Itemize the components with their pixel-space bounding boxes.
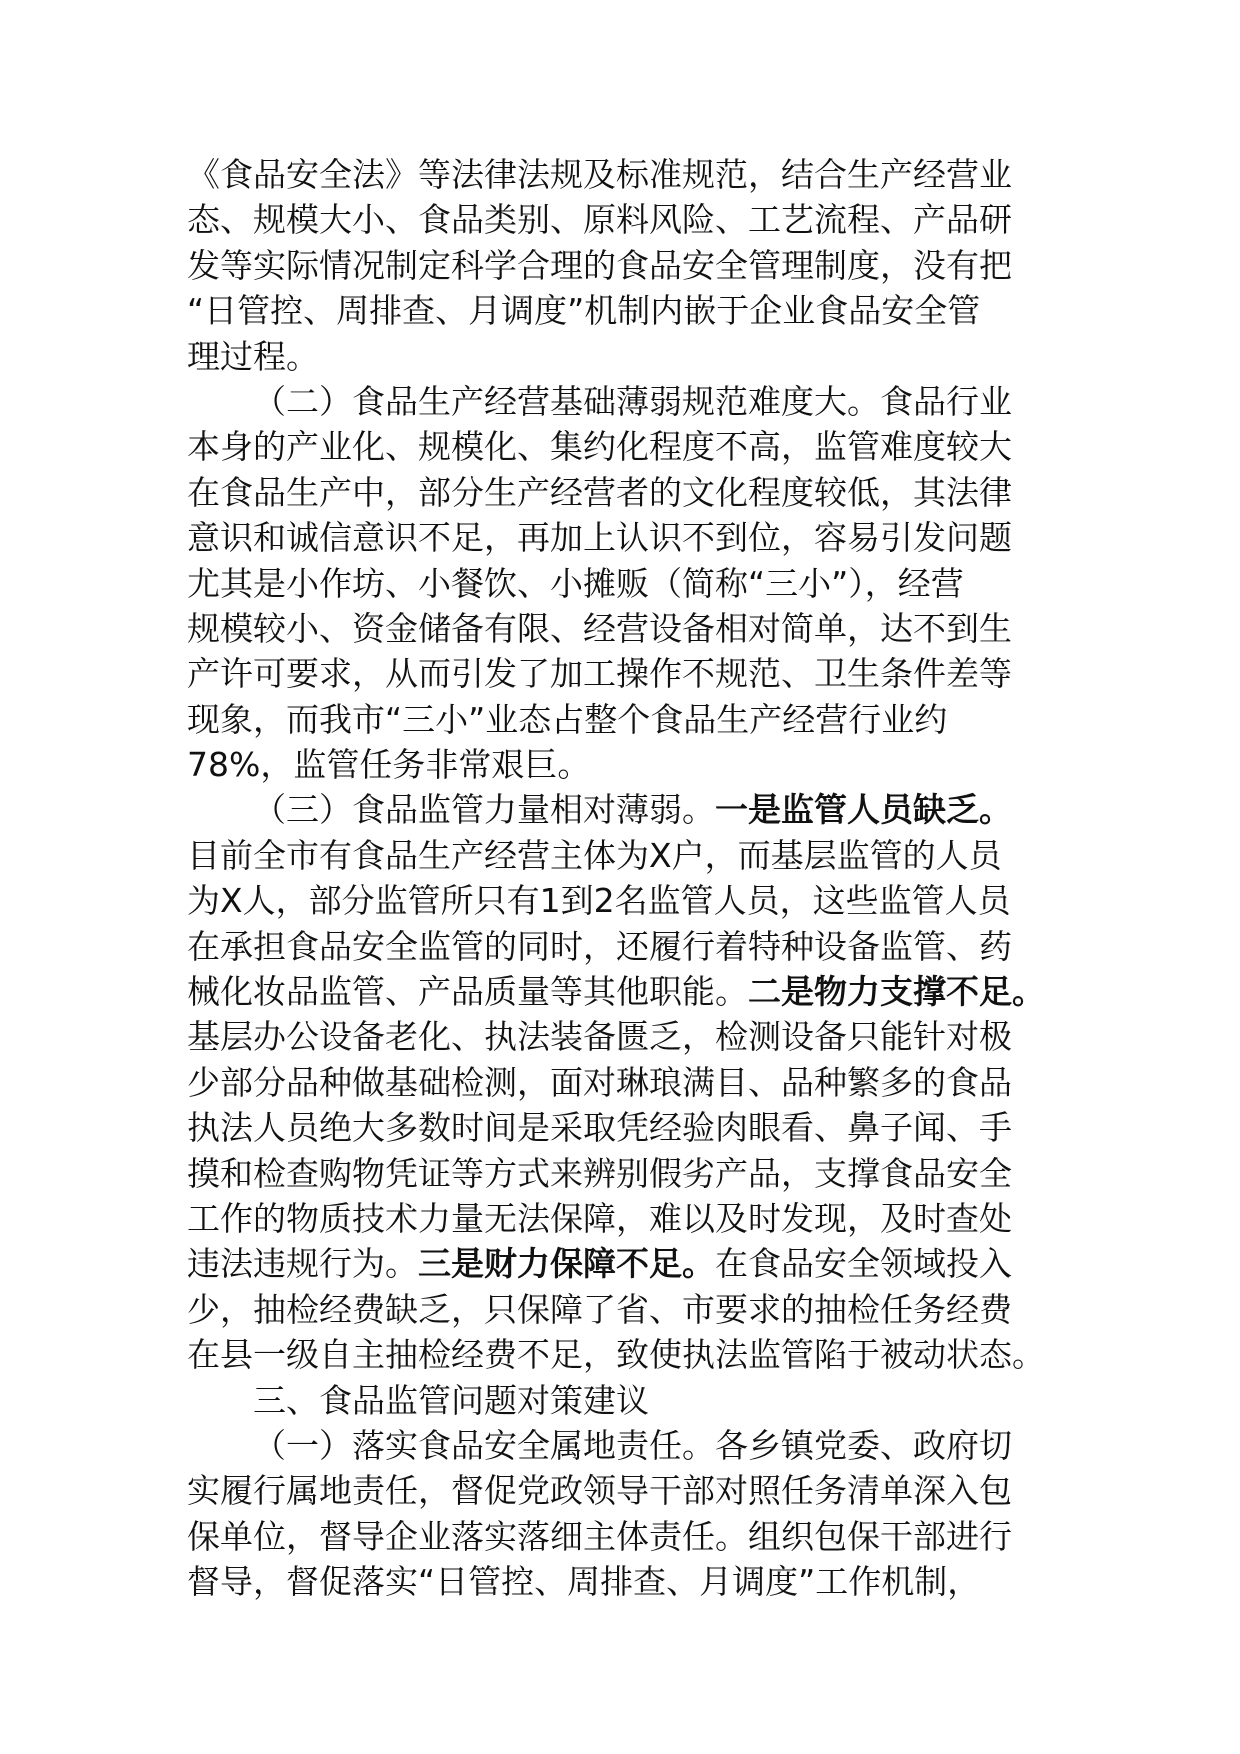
text-line	[187, 1378, 1057, 1423]
text-line	[187, 197, 1057, 242]
text-line	[187, 742, 1057, 787]
text-line	[187, 787, 1057, 832]
text-segment: 摸和检查购物凭证等方式来辨别假劣产品，支撑食品安全	[187, 1153, 1012, 1193]
text-line	[187, 1559, 1057, 1604]
text-line	[187, 1423, 1057, 1468]
text-line	[187, 1241, 1057, 1286]
text-segment: 在食品生产中，部分生产经营者的文化程度较低，其法律	[187, 472, 1012, 512]
text-segment: 在食品安全领域投入	[715, 1244, 1012, 1284]
text-line	[187, 1332, 1057, 1377]
text-line	[187, 334, 1057, 379]
document-body	[187, 152, 1057, 1605]
text-line	[187, 561, 1057, 606]
text-segment: 态、规模大小、食品类别、原料风险、工艺流程、产品研	[187, 200, 1012, 240]
bold-text-segment: 一是监管人员缺乏。	[715, 790, 1012, 830]
text-segment: 意识和诚信意识不足，再加上认识不到位，容易引发问题	[187, 518, 1012, 558]
text-line	[187, 1105, 1057, 1150]
text-line	[187, 379, 1057, 424]
text-segment: 工作的物质技术力量无法保障，难以及时发现，及时查处	[187, 1198, 1012, 1238]
text-segment: 尤其是小作坊、小餐饮、小摊贩（简称“三小”），经营	[187, 563, 964, 603]
text-segment: 发等实际情况制定科学合理的食品安全管理制度，没有把	[187, 245, 1012, 285]
text-line	[187, 288, 1057, 333]
text-segment: 督导，督促落实“日管控、周排查、月调度”工作机制，	[187, 1562, 981, 1602]
text-line	[187, 697, 1057, 742]
text-segment: 78%，监管任务非常艰巨。	[187, 745, 591, 785]
text-line	[187, 1196, 1057, 1241]
text-line	[187, 1060, 1057, 1105]
text-line	[187, 1151, 1057, 1196]
text-line	[187, 152, 1057, 197]
text-line	[187, 1287, 1057, 1332]
text-segment: 执法人员绝大多数时间是采取凭经验肉眼看、鼻子闻、手	[187, 1108, 1012, 1148]
text-segment: 少部分品种做基础检测，面对琳琅满目、品种繁多的食品	[187, 1062, 1012, 1102]
text-line	[187, 651, 1057, 696]
text-segment: 少，抽检经费缺乏，只保障了省、市要求的抽检任务经费	[187, 1289, 1012, 1329]
text-line	[187, 969, 1057, 1014]
text-segment: 产许可要求，从而引发了加工操作不规范、卫生条件差等	[187, 654, 1012, 694]
text-segment: 为X人，部分监管所只有1到2名监管人员，这些监管人员	[187, 881, 1011, 921]
text-line	[187, 1014, 1057, 1059]
text-segment: 在承担食品安全监管的同时，还履行着特种设备监管、药	[187, 926, 1012, 966]
text-segment: 规模较小、资金储备有限、经营设备相对简单，达不到生	[187, 608, 1012, 648]
text-line	[187, 424, 1057, 469]
text-line	[187, 1514, 1057, 1559]
bold-text-segment: 三是财力保障不足。	[418, 1244, 715, 1284]
text-segment: 保单位，督导企业落实落细主体责任。组织包保干部进行	[187, 1516, 1012, 1556]
text-line	[187, 470, 1057, 515]
text-line	[187, 1468, 1057, 1513]
text-segment: 本身的产业化、规模化、集约化程度不高，监管难度较大	[187, 427, 1012, 467]
text-segment: 实履行属地责任，督促党政领导干部对照任务清单深入包	[187, 1471, 1012, 1511]
text-segment: “日管控、周排查、月调度”机制内嵌于企业食品安全管	[187, 291, 981, 331]
text-segment: 现象，而我市“三小”业态占整个食品生产经营行业约	[187, 699, 948, 739]
text-line	[187, 924, 1057, 969]
text-line	[187, 833, 1057, 878]
text-segment: 违法违规行为。	[187, 1244, 418, 1284]
text-segment: 在县一级自主抽检经费不足，致使执法监管陷于被动状态。	[187, 1335, 1045, 1375]
text-segment: （二）食品生产经营基础薄弱规范难度大。食品行业	[253, 381, 1012, 421]
text-segment: 理过程。	[187, 336, 319, 376]
text-segment: （三）食品监管力量相对薄弱。	[253, 790, 715, 830]
bold-text-segment: 二是物力支撑不足。	[748, 972, 1045, 1012]
text-segment: 基层办公设备老化、执法装备匮乏，检测设备只能针对极	[187, 1017, 1012, 1057]
text-line	[187, 606, 1057, 651]
text-segment: 《食品安全法》等法律法规及标准规范，结合生产经营业	[187, 155, 1012, 194]
text-line	[187, 243, 1057, 288]
text-line	[187, 515, 1057, 560]
text-segment: 三、食品监管问题对策建议	[253, 1380, 649, 1420]
text-segment: 目前全市有食品生产经营主体为X户，而基层监管的人员	[187, 835, 1002, 875]
text-segment: （一）落实食品安全属地责任。各乡镇党委、政府切	[253, 1425, 1012, 1465]
text-line	[187, 878, 1057, 923]
text-segment: 械化妆品监管、产品质量等其他职能。	[187, 972, 748, 1012]
